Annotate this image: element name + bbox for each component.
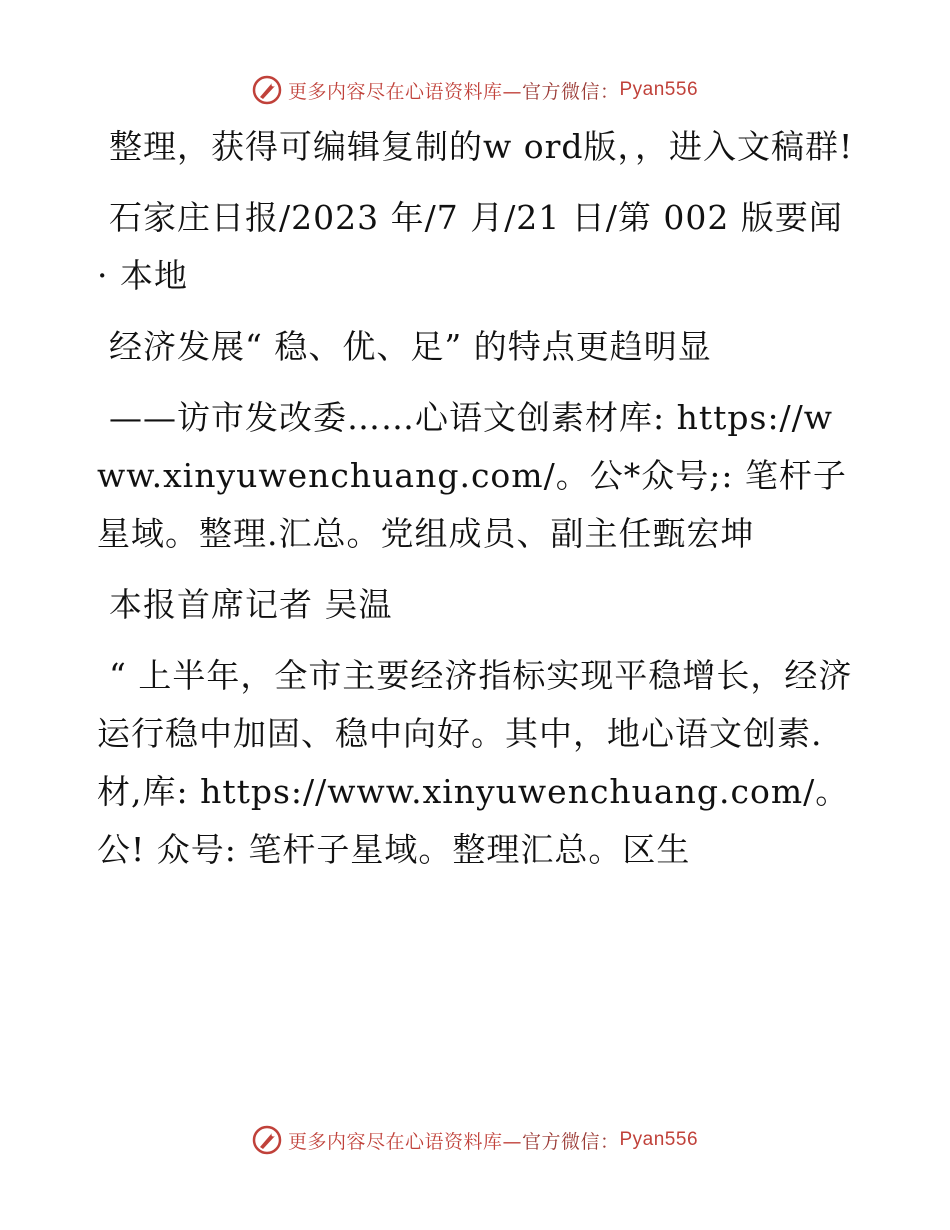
pen-logo-icon: [252, 75, 282, 105]
banner-wechat-id: Pyan556: [619, 1129, 699, 1150]
banner-text: 更多内容尽在心语资料库—: [287, 1130, 522, 1153]
article-subheadline: ——访市发改委……心语文创素材库: https://www.xinyuwenchuang.com/。公*众号;: 笔杆子星域。整理.汇总。党组成员、副主任甄宏坤: [97, 398, 847, 553]
article-byline: 本报首席记者 吴温: [109, 585, 393, 624]
banner-wechat-label: 官方微信：: [521, 1130, 620, 1153]
article-body-paragraph: “ 上半年，全市主要经济指标实现平稳增长，经济运行稳中加固、稳中向好。其中，地心语文创素.材,库: https://www.xinyuwenchuang.com/。公! 众号: 笔杆子星域。整理汇总。区生: [97, 656, 853, 869]
banner-wechat-label: 官方微信：: [521, 80, 620, 103]
paragraph-intro: 整理，获得可编辑复制的w ord版，，进入文稿群!: [109, 127, 854, 166]
paragraph-source-line: 石家庄日报/2023 年/7 月/21 日/第 002 版要闻 · 本地: [97, 198, 843, 295]
banner-wechat-id: Pyan556: [619, 79, 699, 100]
pen-logo-icon: [252, 1125, 282, 1155]
banner-text: 更多内容尽在心语资料库—: [287, 80, 522, 103]
footer-watermark-banner: [0, 1120, 950, 1160]
header-watermark-banner: [0, 70, 950, 110]
document-body: [97, 118, 857, 892]
article-headline: 经济发展“ 稳、优、足” 的特点更趋明显: [109, 327, 712, 366]
